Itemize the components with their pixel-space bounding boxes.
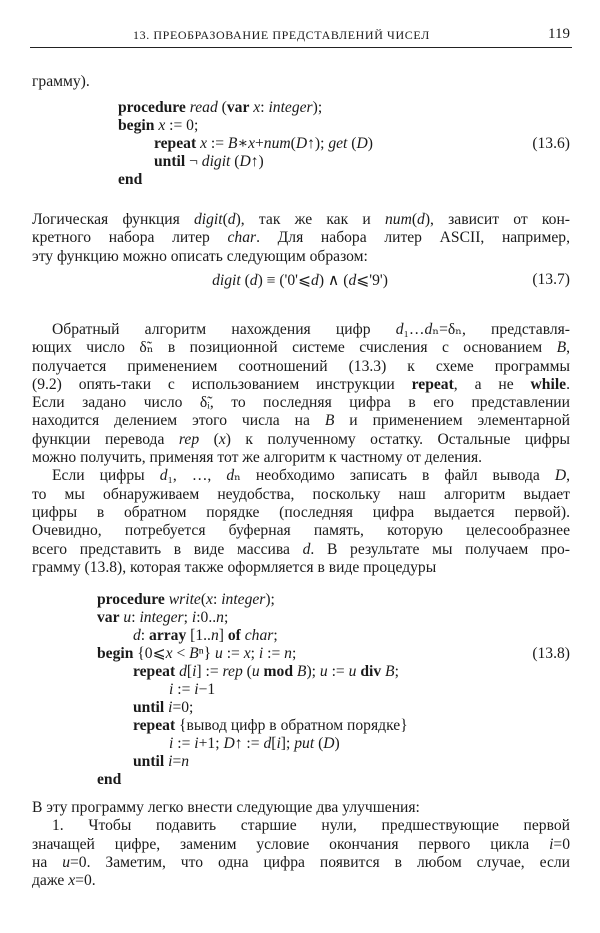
math-symbol: x xyxy=(68,872,76,890)
math-symbol: i xyxy=(169,735,174,752)
text-run: ; xyxy=(183,609,192,626)
text-run: , xyxy=(566,467,571,485)
text-run: ; xyxy=(250,645,259,662)
keyword: var xyxy=(97,609,120,626)
text-line xyxy=(32,799,570,817)
text-run: ( xyxy=(200,591,207,608)
math-symbol: d xyxy=(179,663,187,680)
text-run: ¬ xyxy=(185,153,202,170)
math-symbol: num xyxy=(263,135,291,152)
math-symbol: d xyxy=(249,272,258,289)
math-symbol: B xyxy=(556,339,567,357)
math-symbol: char xyxy=(227,229,257,247)
keyword: until xyxy=(133,753,165,770)
text-run: ; xyxy=(291,645,297,662)
text-line xyxy=(32,412,570,430)
text-run: то мы обнаруживаем неудобства, поскольку наш алгоритм выдает xyxy=(32,485,570,503)
math-symbol: d xyxy=(424,321,433,338)
text-line xyxy=(32,376,570,394)
math-symbol: B xyxy=(385,663,395,680)
keyword: while xyxy=(530,375,567,393)
math-symbol: x xyxy=(243,645,251,662)
math-symbol: D xyxy=(554,467,567,485)
code-line xyxy=(97,681,408,699)
text-run: = xyxy=(172,753,182,770)
math-symbol: d xyxy=(395,321,404,338)
text-line xyxy=(32,467,570,485)
text-run: Очевидно, потребуется буферная память, которую целесообразнее xyxy=(32,522,570,540)
text-run: ), так же как и xyxy=(235,211,385,228)
text-run: [1.. xyxy=(186,627,211,644)
keyword: repeat xyxy=(154,135,197,152)
math-symbol: i xyxy=(168,699,173,716)
text-run: −1 xyxy=(198,681,216,698)
text-run: ; xyxy=(223,609,229,626)
math-symbol: u xyxy=(215,645,223,662)
text-line xyxy=(32,486,570,504)
text-run: ₙ необходимо записать в файл вывода xyxy=(234,467,555,485)
running-header-title: 13. ПРЕОБРАЗОВАНИЕ ПРЕДСТАВЛЕНИЙ ЧИСЕЛ xyxy=(133,28,430,42)
text-run: := xyxy=(206,135,228,152)
text-run: получается применением соотношений (13.3) к схеме программы xyxy=(32,357,570,375)
paragraph-improvements xyxy=(32,799,570,890)
keyword: until xyxy=(133,699,165,716)
math-symbol: i xyxy=(194,735,199,752)
keyword: repeat xyxy=(133,663,176,680)
math-symbol: x xyxy=(218,430,226,448)
math-symbol: digit xyxy=(212,272,241,289)
math-symbol: get xyxy=(328,135,348,152)
text-run: функции перевода xyxy=(32,430,179,448)
code-line xyxy=(118,171,373,189)
math-symbol: u xyxy=(62,853,70,871)
text-run: Логическая функция xyxy=(32,211,194,228)
text-run: , xyxy=(566,339,570,357)
text-run: ; xyxy=(273,627,278,644)
text-run: ]; xyxy=(280,735,295,752)
text-run: находится делением этого числа на xyxy=(32,412,325,430)
math-symbol: i xyxy=(194,681,199,698)
text-run: ) к полученному остатку. Остальные цифры xyxy=(225,430,570,448)
equation-number-13-6: (13.6) xyxy=(532,135,570,152)
math-symbol: i xyxy=(168,753,173,770)
math-symbol: i xyxy=(191,609,197,626)
math-symbol: d xyxy=(133,627,141,644)
keyword: div xyxy=(360,663,382,680)
text-run: 1. Чтобы подавить старшие нули, предшествующие первой xyxy=(52,817,570,835)
text-run: можно получить, применяя тот же алгоритм к частному от деления. xyxy=(32,449,483,467)
text-run: ); xyxy=(265,591,275,608)
equation-13-7 xyxy=(0,271,600,290)
keyword: procedure xyxy=(97,591,165,608)
text-run: В эту программу легко внести следующие два улучшения: xyxy=(32,799,420,816)
text-run: ); xyxy=(312,99,323,116)
math-symbol: u xyxy=(348,663,357,680)
keyword: repeat xyxy=(133,717,176,734)
math-symbol: i xyxy=(169,681,174,698)
text-run: ∗ xyxy=(237,135,249,152)
math-symbol: B xyxy=(227,135,238,152)
math-symbol: i xyxy=(258,645,264,662)
math-symbol: d xyxy=(348,272,357,289)
keyword: array xyxy=(149,627,187,644)
text-line xyxy=(32,836,570,854)
paragraph-logic-function xyxy=(32,211,570,268)
math-symbol: x xyxy=(158,117,166,134)
math-symbol: B xyxy=(324,412,335,430)
text-run: всего представить в виде массива xyxy=(32,540,303,558)
text-run: ); xyxy=(306,663,320,680)
text-line xyxy=(32,394,570,412)
text-run: ( xyxy=(230,153,240,170)
math-symbol: i xyxy=(276,735,281,752)
text-run: < xyxy=(172,645,190,662)
code-line xyxy=(97,591,408,609)
text-run: ), зависит от кон- xyxy=(424,211,570,228)
math-symbol: n xyxy=(216,609,224,626)
code-listing-13-6 xyxy=(118,99,373,189)
code-listing-13-8 xyxy=(97,591,408,789)
math-symbol: x xyxy=(200,135,207,152)
math-symbol: rep xyxy=(222,663,243,680)
text-run: ( xyxy=(222,211,228,228)
math-symbol: x xyxy=(253,99,261,116)
text-run: := 0; xyxy=(165,117,199,134)
math-symbol: D xyxy=(239,153,251,170)
text-line xyxy=(32,854,570,872)
math-symbol: i xyxy=(549,835,554,853)
text-line xyxy=(32,211,570,229)
text-run: ₁… xyxy=(403,321,425,338)
text-run: ) xyxy=(367,135,373,152)
text-line xyxy=(32,358,570,376)
math-symbol: integer xyxy=(221,591,266,608)
math-symbol: u xyxy=(123,609,132,626)
math-symbol: n xyxy=(181,753,190,770)
text-run: Обратный алгоритм нахождения цифр xyxy=(52,321,396,338)
text-run: + xyxy=(254,135,264,152)
text-line xyxy=(32,321,570,339)
keyword: begin xyxy=(118,117,155,134)
text-line xyxy=(32,73,570,91)
paragraph-inverse-algorithm xyxy=(32,321,570,577)
keyword: mod xyxy=(263,663,294,680)
keyword: begin xyxy=(97,645,134,662)
text-run: Если цифры xyxy=(52,467,160,485)
text-run: ( xyxy=(347,135,357,152)
text-run: на xyxy=(32,853,63,871)
math-symbol: D xyxy=(223,735,235,752)
text-run: ющих число δ̃ₙ в позиционной системе счисления с основанием xyxy=(32,339,557,357)
text-run: := xyxy=(263,645,285,662)
text-line xyxy=(32,504,570,522)
text-run: [ xyxy=(186,663,193,680)
text-run: ; xyxy=(394,663,399,680)
text-line xyxy=(32,559,570,577)
math-symbol: d xyxy=(302,540,311,558)
code-line xyxy=(97,645,408,663)
text-run: . Для набора литер ASCII, например, xyxy=(256,229,570,247)
text-run: := xyxy=(327,663,349,680)
text-run: грамму (13.8), которая также оформляется в виде процедуры xyxy=(32,558,437,576)
math-symbol: digit xyxy=(201,153,231,170)
text-run: ⩽'9') xyxy=(356,272,388,289)
text-run: ( xyxy=(240,272,250,289)
intro-text xyxy=(32,73,570,91)
keyword: end xyxy=(118,171,143,188)
text-run: =0 xyxy=(553,835,570,853)
text-line xyxy=(32,339,570,357)
text-run: (9.2) опять-таки с использованием инструкции xyxy=(32,375,412,393)
text-run: Если задано число δ̃ᵢ, то последняя цифра в его представлении xyxy=(32,394,570,412)
math-symbol: rep xyxy=(178,430,200,448)
text-run: ₙ=δₙ, представля- xyxy=(432,321,570,338)
keyword: of xyxy=(227,627,241,644)
math-symbol: d xyxy=(417,211,425,228)
text-run: ↑ := xyxy=(234,735,264,752)
text-run: : xyxy=(212,591,222,608)
math-symbol: n xyxy=(210,627,219,644)
math-symbol: x xyxy=(165,645,173,662)
text-run: ↑); xyxy=(307,135,329,152)
text-run: =0; xyxy=(172,699,194,716)
text-run: ] := xyxy=(196,663,223,680)
text-run: . В результате мы получаем про- xyxy=(310,540,571,558)
text-run: даже xyxy=(32,872,69,890)
math-symbol: d xyxy=(159,467,168,485)
text-run: : xyxy=(131,609,140,626)
equation-number-13-7: (13.7) xyxy=(532,271,570,288)
keyword: repeat xyxy=(411,375,454,393)
text-run: цифры в обратном порядке (последняя цифра выдается первой). xyxy=(32,503,570,521)
code-line xyxy=(97,663,408,681)
code-line xyxy=(118,99,373,117)
math-symbol: i xyxy=(192,663,197,680)
keyword: var xyxy=(226,99,250,116)
text-run: +1; xyxy=(198,735,224,752)
text-run: ( xyxy=(314,735,324,752)
equation-number-13-8: (13.8) xyxy=(532,645,570,662)
text-run: ( xyxy=(242,663,252,680)
math-symbol: u xyxy=(251,663,260,680)
keyword: procedure xyxy=(118,99,186,116)
text-run: {вывод цифр в обратном порядке} xyxy=(175,717,408,734)
text-run: : xyxy=(140,627,150,644)
math-symbol: write xyxy=(168,591,201,608)
math-symbol: digit xyxy=(193,211,223,228)
text-run: ⁿ} xyxy=(198,645,215,662)
keyword: end xyxy=(97,771,122,788)
text-line xyxy=(32,872,570,890)
math-symbol: d xyxy=(227,211,236,228)
text-run: , а не xyxy=(453,375,531,393)
math-symbol: integer xyxy=(268,99,313,116)
text-line xyxy=(32,817,570,835)
text-run: . xyxy=(566,375,570,393)
code-line xyxy=(97,627,408,645)
math-symbol: x xyxy=(248,135,255,152)
text-run: ( xyxy=(199,430,219,448)
math-symbol: B xyxy=(189,645,199,662)
code-line xyxy=(97,699,408,717)
text-run: ↑) xyxy=(250,153,264,170)
math-symbol: put xyxy=(294,735,315,752)
text-run: : xyxy=(260,99,269,116)
text-run: =0. Заметим, что одна цифра появится в любом случае, если xyxy=(70,853,570,871)
text-line xyxy=(32,229,570,247)
code-line xyxy=(97,735,408,753)
keyword: until xyxy=(154,153,186,170)
text-run: =0. xyxy=(75,872,96,890)
text-run: := xyxy=(173,735,195,752)
text-run: ) ∧ ( xyxy=(318,272,349,289)
text-run: кретного набора литер xyxy=(32,229,228,247)
code-line xyxy=(97,753,408,771)
text-run: ( xyxy=(411,211,418,228)
code-line xyxy=(97,609,408,627)
text-line xyxy=(32,248,570,266)
header-rule xyxy=(30,47,572,48)
text-run: и применением элементарной xyxy=(334,412,570,430)
text-run: ₁, …, xyxy=(167,467,227,485)
text-run: := xyxy=(173,681,195,698)
math-symbol: x xyxy=(206,591,213,608)
code-line xyxy=(118,153,373,171)
text-run: грамму). xyxy=(32,73,90,90)
math-symbol: n xyxy=(284,645,292,662)
math-symbol: char xyxy=(244,627,274,644)
text-run: ( xyxy=(217,99,227,116)
text-run: ) xyxy=(334,735,340,752)
text-run: {0⩽ xyxy=(133,645,166,662)
text-run: эту функцию можно описать следующим образом: xyxy=(32,247,368,265)
math-symbol: read xyxy=(189,99,218,116)
math-symbol: d xyxy=(226,467,235,485)
code-line xyxy=(97,717,408,735)
text-line xyxy=(32,431,570,449)
text-run: значащей цифре, заменим условие окончания первого цикла xyxy=(32,835,550,853)
text-run: :0.. xyxy=(196,609,217,626)
text-run: [ xyxy=(271,735,277,752)
math-symbol: B xyxy=(296,663,307,680)
code-line xyxy=(118,135,373,153)
math-symbol: d xyxy=(263,735,272,752)
page-number: 119 xyxy=(548,26,570,42)
math-symbol: d xyxy=(311,272,319,289)
math-symbol: D xyxy=(356,135,368,152)
text-run: ) ≡ ('0'⩽ xyxy=(257,272,312,289)
math-symbol: D xyxy=(295,135,308,152)
math-symbol: D xyxy=(323,735,335,752)
text-line xyxy=(32,522,570,540)
text-run: ( xyxy=(290,135,296,152)
math-symbol: num xyxy=(384,211,412,228)
math-symbol: u xyxy=(319,663,328,680)
text-run: ] xyxy=(218,627,228,644)
code-line xyxy=(118,117,373,135)
code-line xyxy=(97,771,408,789)
math-symbol: integer xyxy=(139,609,184,626)
text-line xyxy=(32,541,570,559)
text-run: := xyxy=(222,645,244,662)
text-line xyxy=(32,449,570,467)
